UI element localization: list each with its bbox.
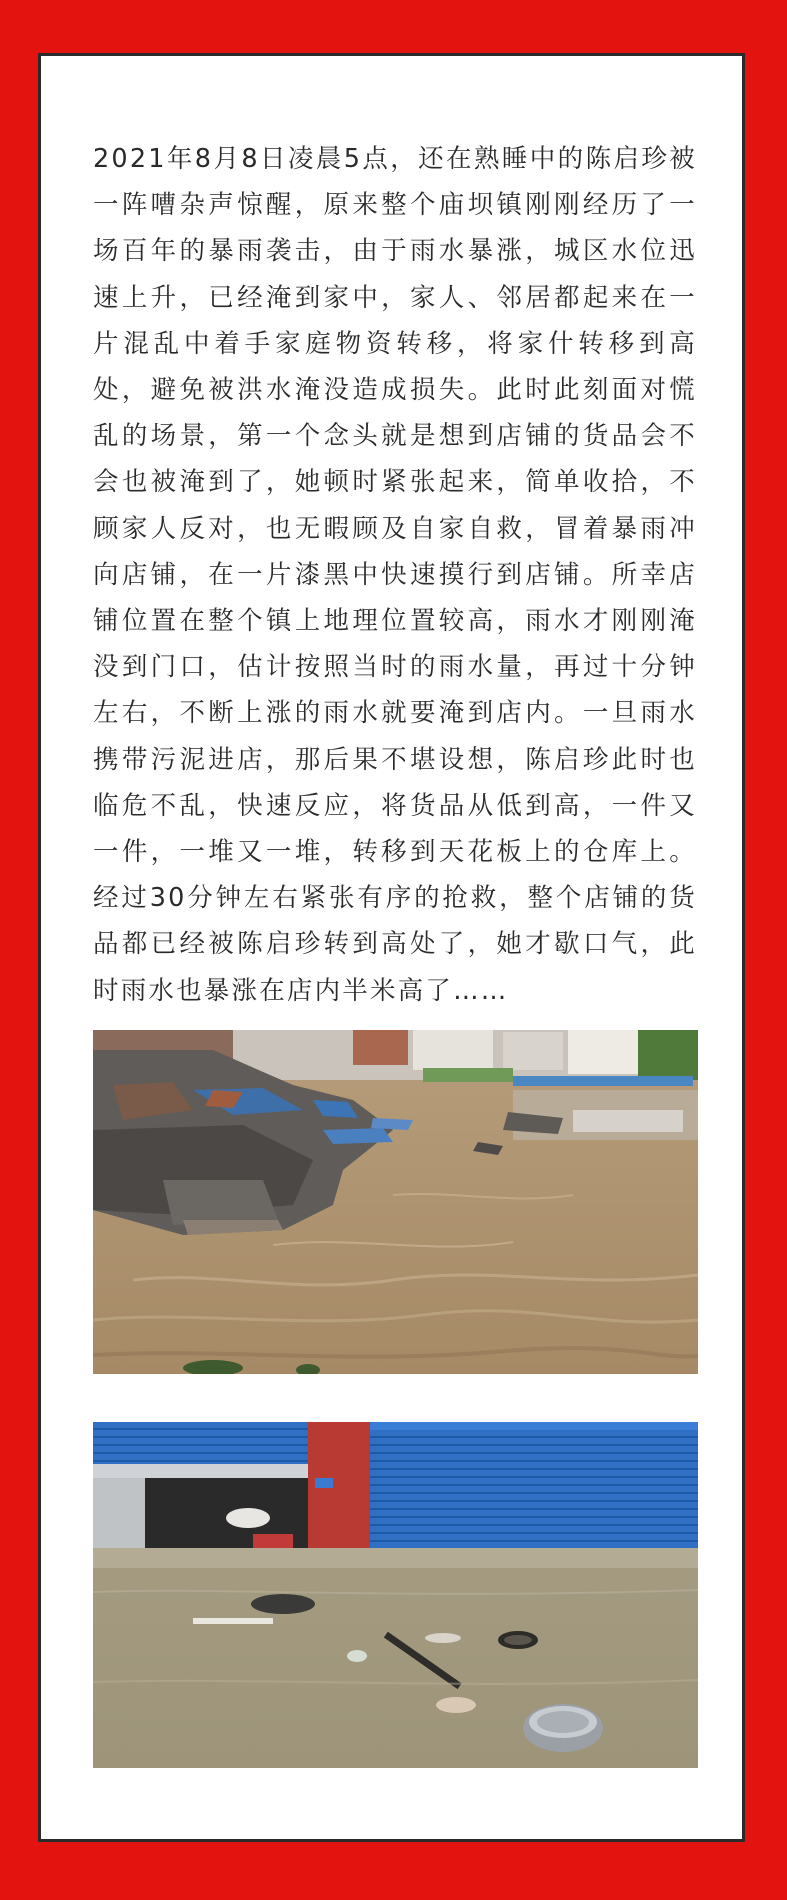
flooded-shop-image [93,1422,698,1768]
flooded-shop-photo [93,1422,698,1768]
article-paragraph: 2021年8月8日凌晨5点，还在熟睡中的陈启珍被一阵嘈杂声惊醒，原来整个庙坝镇刚刚经历了一场百年的暴雨袭击，由于雨水暴涨，城区水位迅速上升，已经淹到家中，家人、邻居都起来在一片混乱中着手家庭物资转移，将家什转移到高处，避免被洪水淹没造成损失。此时此刻面对慌乱的场景，第一个念头就是想到店铺的货品会不会也被淹到了，她顿时紧张起来，简单收拾，不顾家人反对，也无暇顾及自家自救，冒着暴雨冲向店铺，在一片漆黑中快速摸行到店铺。所幸店铺位置在整个镇上地理位置较高，雨水才刚刚淹没到门口，估计按照当时的雨水量，再过十分钟左右，不断上涨的雨水就要淹到店内。一旦雨水携带污泥进店，那后果不堪设想，陈启珍此时也临危不乱，快速反应，将货品从低到高，一件又一件，一堆又一堆，转移到天花板上的仓库上。经过30分钟左右紧张有序的抢救，整个店铺的货品都已经被陈启珍转到高处了，她才歇口气，此时雨水也暴涨在店内半米高了…… [93,144,697,1006]
content-panel [38,53,745,1842]
flooded-town-photo [93,1030,698,1374]
flooded-town-image [93,1030,698,1374]
